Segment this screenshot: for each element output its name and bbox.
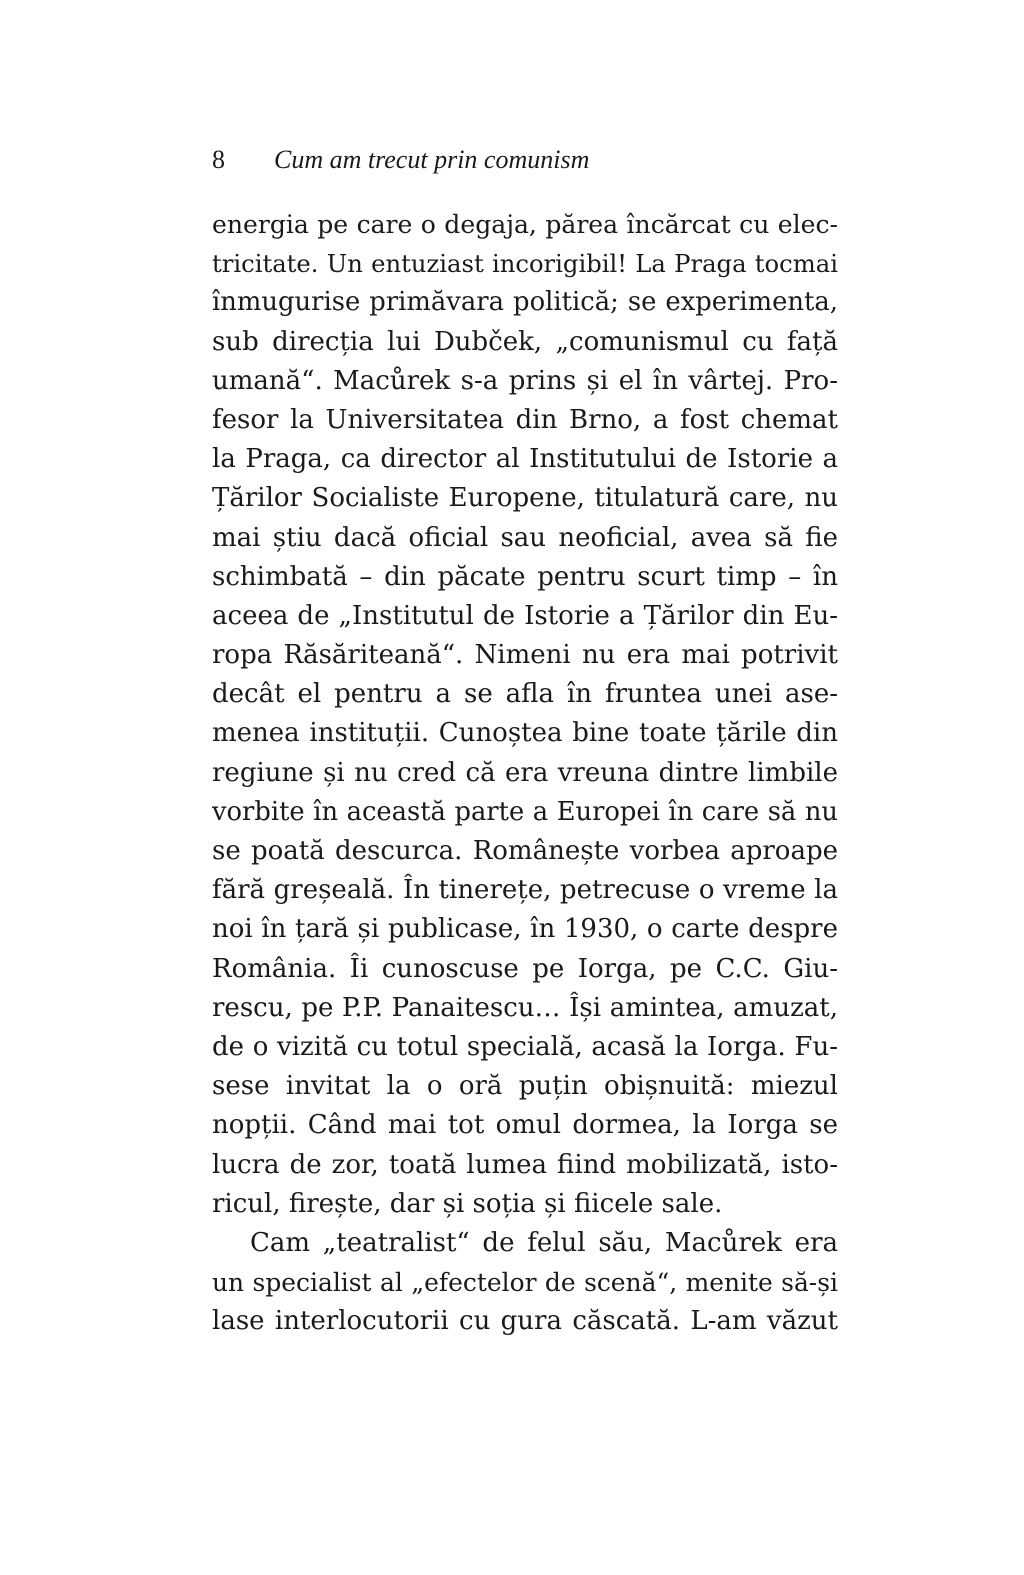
text-line: Cam „teatralist“ de felul său, Macůrek era <box>250 1227 838 1258</box>
text-line: sese invitat la o oră puțin obișnuită: miezul <box>212 1071 838 1102</box>
text-line: înmugurise primăvara politică; se experimenta, <box>212 287 838 318</box>
text-line: la Praga, ca director al Institutului de Istorie a <box>212 444 838 475</box>
text-line: ropa Răsăriteană“. Nimeni nu era mai potrivit <box>212 640 838 671</box>
text-line: schimbată – din păcate pentru scurt timp – în <box>212 561 838 592</box>
text-line: nopții. Când mai tot omul dormea, la Iorga se <box>212 1110 838 1141</box>
text-line: de o vizită cu totul specială, acasă la Iorga. Fu- <box>212 1031 838 1062</box>
text-line: tricitate. Un entuziast incorigibil! La Praga tocmai <box>212 249 838 279</box>
paragraph <box>212 1224 838 1342</box>
text-line: energia pe care o degaja, părea încărcat cu elec- <box>212 210 838 239</box>
text-line: un specialist al „efectelor de scenă“, menite să-și <box>212 1268 838 1298</box>
page-header <box>212 142 838 178</box>
running-title: Cum am trecut prin comunism <box>274 145 590 174</box>
text-line: ricul, firește, dar și soția și fiicele sale. <box>212 1188 723 1219</box>
text-line: regiune și nu cred că era vreuna dintre limbile <box>212 757 838 788</box>
text-line: noi în țară și publicase, în 1930, o carte despre <box>212 914 838 945</box>
text-line: umană“. Macůrek s-a prins și el în vârtej. Pro- <box>212 365 838 396</box>
text-line: fesor la Universitatea din Brno, a fost chemat <box>212 404 838 435</box>
text-line: lase interlocutorii cu gura căscată. L-am văzut <box>212 1306 838 1337</box>
text-line: se poată descurca. Românește vorbea aproape <box>212 836 838 866</box>
text-line: sub direcția lui Dubček, „comunismul cu față <box>212 326 838 357</box>
text-line: decât el pentru a se afla în fruntea unei ase- <box>212 679 838 710</box>
text-line: fără greșeală. În tinerețe, petrecuse o vreme la <box>212 875 838 906</box>
text-line: vorbite în această parte a Europei în care să nu <box>212 796 838 827</box>
text-line: Țărilor Socialiste Europene, titulatură care, nu <box>212 483 838 514</box>
paragraph <box>212 205 838 1224</box>
text-line: mai știu dacă oficial sau neoficial, avea să fie <box>212 522 838 553</box>
text-line: lucra de zor, toată lumea fiind mobilizată, isto- <box>212 1149 838 1180</box>
body-text <box>212 205 838 1341</box>
text-line: rescu, pe P.P. Panaitescu… Își amintea, amuzat, <box>212 992 838 1023</box>
text-line: România. Îi cunoscuse pe Iorga, pe C.C. Giu- <box>212 953 838 984</box>
page-number: 8 <box>212 145 225 174</box>
text-line: aceea de „Institutul de Istorie a Țărilor din Eu- <box>212 600 838 631</box>
text-line: menea instituții. Cunoștea bine toate țările din <box>212 718 838 749</box>
